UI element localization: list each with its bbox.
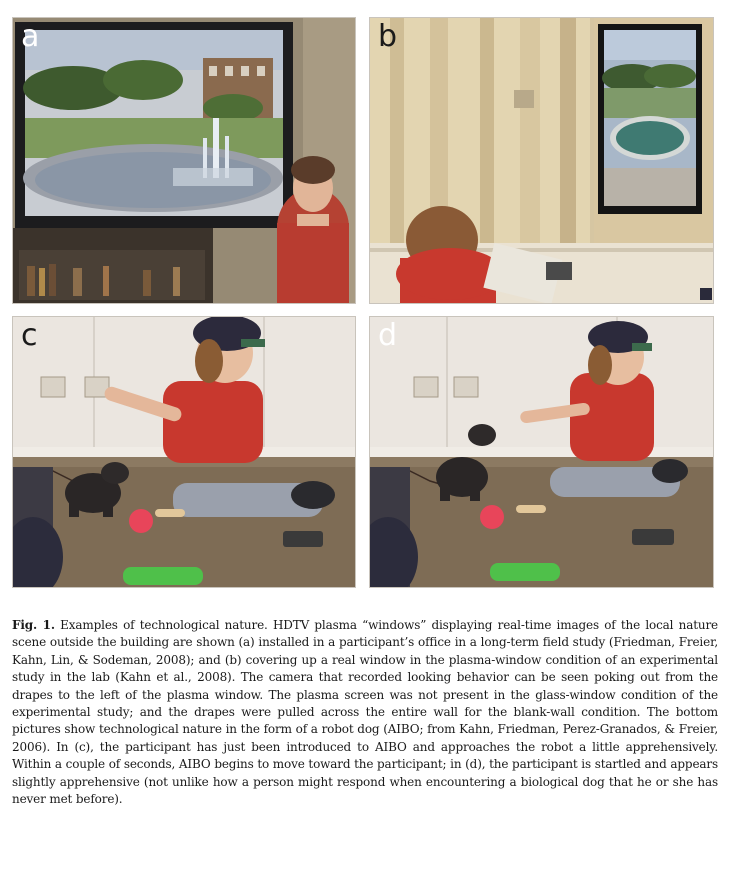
figure-caption-text: Examples of technological nature. HDTV plasma “windows” displaying real-time images of the local nature scene outside the building are shown (a) installed in a participant’s office in a long-term field study (Friedman, Freier, Kahn, Lin, & Sodeman, 2008); and (b) covering up a real window in the plasma-window condition of an experimental study in the lab (Kahn et al., 2008). The camera that recorded looking behavior can be seen poking out from the drapes to the left of the plasma window. The plasma screen was not present in the glass-window condition of the experimental study; and the drapes were pulled across the entire wall for the blank-wall condition. The bottom pictures show technological nature in the form of a robot dog (AIBO; from Kahn, Friedman, Perez-Granados, & Freier, 2006). In (c), the participant has just been introduced to AIBO and approaches the robot a little apprehensively. Within a couple of seconds, AIBO begins to move toward the participant; in (d), the participant is startled and appears slightly apprehensive (not unlike how a person might respond when encountering a biological dog that he or she has never met before).: [12, 618, 718, 807]
child-with-robot-dog-photo: [13, 317, 356, 588]
panel-letter-a: a: [21, 19, 40, 54]
lab-plasma-window-photo: [370, 18, 714, 304]
panel-letter-b: b: [378, 19, 398, 54]
figure-panel-a: [12, 17, 356, 304]
figure-label: Fig. 1.: [12, 618, 55, 632]
panel-letter-c: c: [21, 318, 38, 353]
office-plasma-window-photo: [13, 18, 356, 304]
panel-letter-d: d: [378, 318, 398, 353]
figure-panel-b: [369, 17, 714, 304]
child-startled-by-robot-dog-photo: [370, 317, 714, 588]
figure-panel-c: [12, 316, 356, 588]
figure-caption: [12, 617, 718, 808]
figure-panel-d: [369, 316, 714, 588]
